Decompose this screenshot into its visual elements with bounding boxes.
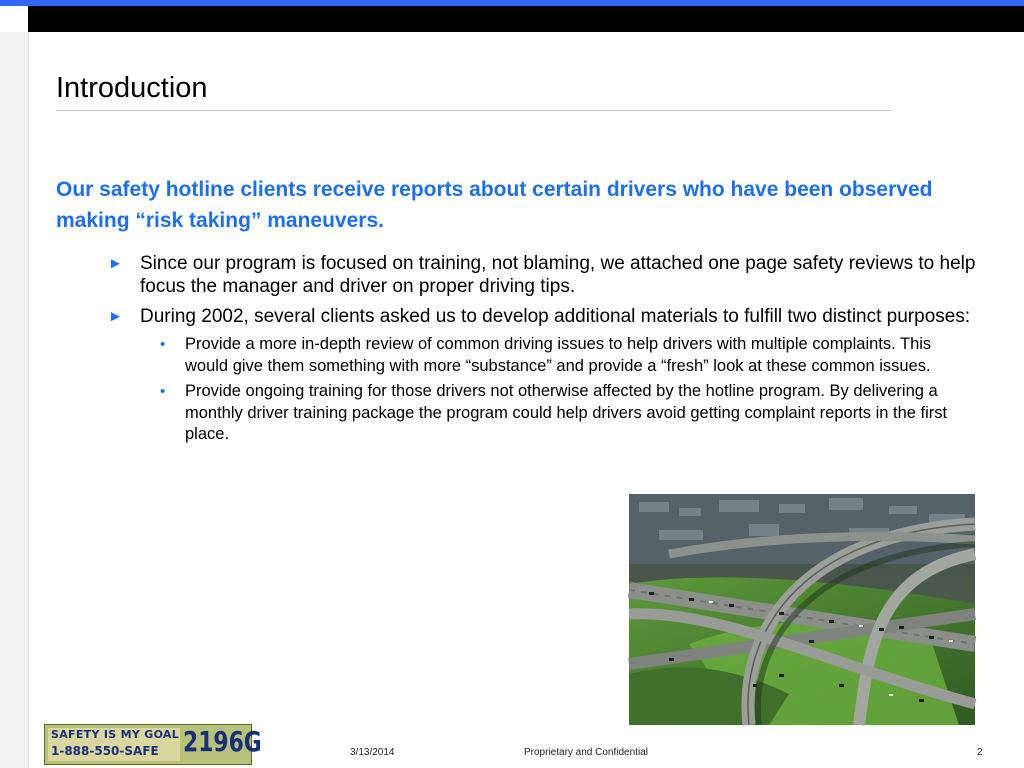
page-number: 2	[977, 747, 983, 758]
triangle-bullet-icon: ►	[108, 308, 123, 325]
sub-bullet-item	[140, 334, 978, 377]
safety-logo	[44, 724, 262, 765]
bullet-text: During 2002, several clients asked us to develop additional materials to fulfill two distinct purposes:	[140, 306, 971, 327]
bullet-list	[108, 252, 978, 453]
lead-statement: Our safety hotline clients receive reports about certain drivers who have been observed making “risk taking” maneuvers.	[56, 178, 933, 232]
bullet-item	[108, 305, 978, 446]
dot-bullet-icon: •	[160, 383, 166, 400]
bullet-text: Since our program is focused on training, not blaming, we attached one page safety reviews to help focus the manager and driver on proper driving tips.	[140, 253, 976, 297]
sub-bullet-text: Provide a more in-depth review of common driving issues to help drivers with multiple complaints. This would give them something with more “substance” and provide a “fresh” look at these common issues.	[185, 335, 932, 375]
footer-date: 3/13/2014	[350, 747, 395, 758]
triangle-bullet-icon: ►	[108, 255, 123, 272]
footer-confidential: Proprietary and Confidential	[524, 747, 648, 758]
logo-slogan: SAFETY IS MY GOAL	[51, 728, 180, 741]
title-divider	[56, 110, 892, 111]
slide-title: Introduction	[56, 72, 208, 104]
logo-phone: 1-888-550-SAFE	[51, 744, 159, 758]
logo-code: 2196G	[183, 725, 262, 758]
bullet-item	[108, 252, 978, 298]
highway-interchange-photo	[629, 494, 975, 725]
sub-bullet-item	[140, 381, 978, 446]
sub-bullet-list	[140, 334, 978, 446]
left-margin-strip	[0, 32, 29, 768]
sub-bullet-text: Provide ongoing training for those drivers not otherwise affected by the hotline program. By delivering a monthly driver training package the program could help drivers avoid getting complaint reports in the first place.	[185, 382, 948, 443]
dot-bullet-icon: •	[160, 336, 166, 353]
header-black-band	[28, 6, 1024, 32]
